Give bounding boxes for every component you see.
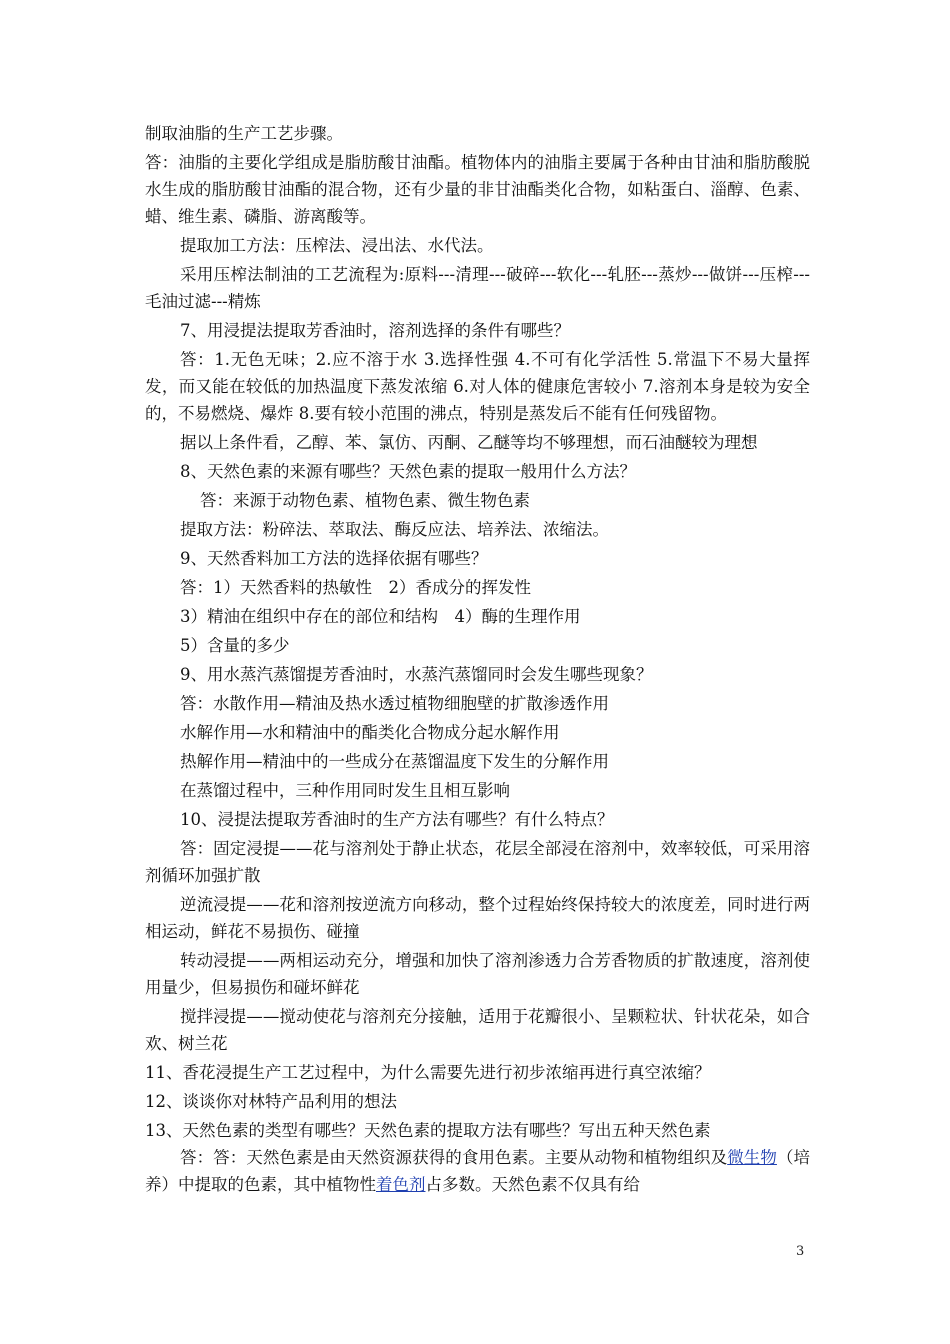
paragraph: 5）含量的多少 [180, 636, 290, 655]
document-body [145, 120, 810, 1200]
paragraph: 采用压榨法制油的工艺流程为:原料---清理---破碎---软化---轧胚---蒸炒---做饼---压榨---毛油过滤---精炼 [145, 265, 810, 311]
paragraph: 答：油脂的主要化学组成是脂肪酸甘油酯。植物体内的油脂主要属于各种由甘油和脂肪酸脱水生成的脂肪酸甘油酯的混合物，还有少量的非甘油酯类化合物，如粘蛋白、淄醇、色素、蜡、维生素、磷脂、游离酸等。 [145, 153, 810, 226]
paragraph: 答：来源于动物色素、植物色素、微生物色素 [200, 491, 530, 510]
question-7: 7、用浸提法提取芳香油时，溶剂选择的条件有哪些？ [180, 321, 570, 340]
text-run: （培养）中提取的色素，其中植物性 [145, 1148, 811, 1194]
question-9: 9、天然香料加工方法的选择依据有哪些？ [180, 549, 488, 568]
question-12: 12、谈谈你对林特产品利用的想法 [145, 1092, 397, 1111]
question-10: 10、浸提法提取芳香油时的生产方法有哪些？有什么特点？ [180, 810, 614, 829]
paragraph: 制取油脂的生产工艺步骤。 [145, 124, 343, 143]
question-13: 13、天然色素的类型有哪些？天然色素的提取方法有哪些？写出五种天然色素 [145, 1121, 711, 1140]
link-microorganism[interactable]: 微生物 [727, 1148, 777, 1167]
paragraph: 答：1.无色无味；2.应不溶于水 3.选择性强 4.不可有化学活性 5.常温下不易大量挥发，而又能在较低的加热温度下蒸发浓缩 6.对人体的健康危害较小 7.溶剂本身是较为安全的，不易燃烧、爆炸 8.要有较小范围的沸点，特别是蒸发后不能有任何残留物。 [145, 350, 810, 423]
paragraph: 答：1）天然香料的热敏性 2）香成分的挥发性 [180, 578, 531, 597]
paragraph: 答：固定浸提——花与溶剂处于静止状态，花层全部浸在溶剂中，效率较低，可采用溶剂循环加强扩散 [145, 839, 810, 885]
paragraph: 提取方法：粉碎法、萃取法、酶反应法、培养法、浓缩法。 [180, 520, 609, 539]
paragraph [145, 1144, 810, 1198]
question-8: 8、天然色素的来源有哪些？天然色素的提取一般用什么方法？ [180, 462, 636, 481]
text-run: 答：答：天然色素是由天然资源获得的食用色素。主要从动物和植物组织及 [180, 1148, 728, 1167]
paragraph: 3）精油在组织中存在的部位和结构 4）酶的生理作用 [180, 607, 581, 626]
paragraph: 答：水散作用—精油及热水透过植物细胞壁的扩散渗透作用 [180, 694, 609, 713]
paragraph: 逆流浸提——花和溶剂按逆流方向移动，整个过程始终保持较大的浓度差，同时进行两相运动，鲜花不易损伤、碰撞 [145, 895, 810, 941]
paragraph: 在蒸馏过程中，三种作用同时发生且相互影响 [180, 781, 510, 800]
question-11: 11、香花浸提生产工艺过程中，为什么需要先进行初步浓缩再进行真空浓缩？ [145, 1063, 711, 1082]
question-9b: 9、用水蒸汽蒸馏提芳香油时，水蒸汽蒸馏同时会发生哪些现象？ [180, 665, 653, 684]
paragraph: 提取加工方法：压榨法、浸出法、水代法。 [180, 236, 494, 255]
text-run: 占多数。天然色素不仅具有给 [425, 1175, 640, 1194]
page-number: 3 [796, 1244, 805, 1259]
paragraph: 水解作用—水和精油中的酯类化合物成分起水解作用 [180, 723, 560, 742]
paragraph: 转动浸提——两相运动充分，增强和加快了溶剂渗透力合芳香物质的扩散速度，溶剂使用量少，但易损伤和碰坏鲜花 [145, 951, 810, 997]
paragraph: 热解作用—精油中的一些成分在蒸馏温度下发生的分解作用 [180, 752, 609, 771]
paragraph: 搅拌浸提——搅动使花与溶剂充分接触，适用于花瓣很小、呈颗粒状、针状花朵，如合欢、树兰花 [145, 1007, 810, 1053]
paragraph: 据以上条件看，乙醇、苯、氯仿、丙酮、乙醚等均不够理想，而石油醚较为理想 [180, 433, 758, 452]
link-colorant[interactable]: 着色剂 [376, 1175, 426, 1194]
